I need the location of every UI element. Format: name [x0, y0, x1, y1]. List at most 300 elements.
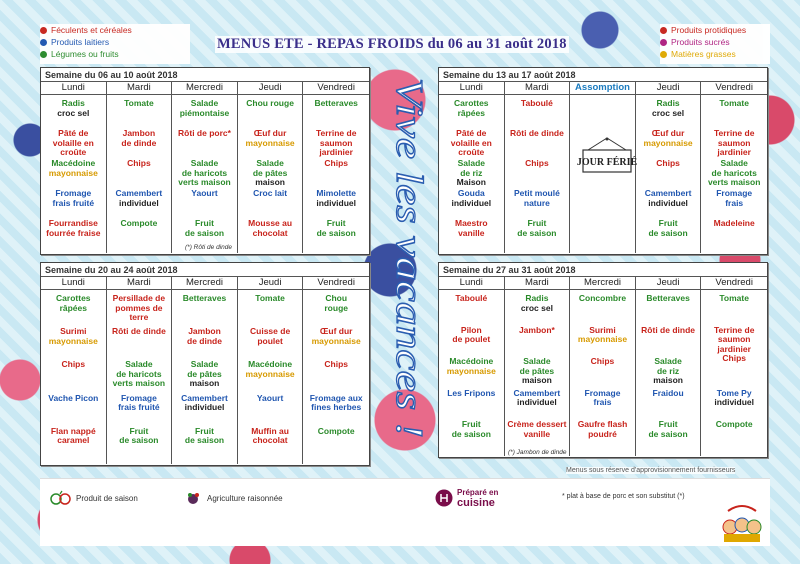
week-title: Semaine du 27 au 31 août 2018 [439, 263, 767, 277]
menu-item [439, 326, 504, 358]
menu-item-line: terre [129, 312, 149, 322]
reserve-note [566, 467, 735, 474]
holiday-text: JOUR FÉRIÉ [576, 157, 638, 168]
menu-item-line: Betteraves [182, 293, 227, 303]
week-block-4 [438, 262, 768, 458]
menu-item-line: Fromage [55, 188, 92, 198]
day-column [303, 95, 369, 253]
menu-item [238, 360, 303, 393]
pork-note [562, 493, 685, 500]
seasonal-label: Produit de saison [76, 493, 138, 503]
menu-item-line: chocolat [252, 435, 288, 446]
day-header: Mardi [505, 277, 571, 289]
menu-item-line: frais fruité [118, 402, 160, 413]
day-header-row [41, 82, 369, 95]
menu-item-line: Fruit [195, 425, 214, 436]
menu-item-line: Yaourt [256, 392, 284, 403]
menu-item-line: Terrine de [713, 324, 755, 335]
menu-item-line: Chou rouge [246, 98, 294, 108]
menu-item-line: Salade [190, 359, 219, 370]
week-block-1 [40, 67, 370, 255]
day-header: Lundi [439, 82, 505, 94]
menu-item-line: de saison [648, 227, 688, 238]
menu-item-line: maison [653, 375, 683, 386]
menu-item [172, 294, 237, 327]
menu-item [238, 129, 303, 159]
menu-grid [439, 290, 767, 456]
menu-item [570, 189, 635, 219]
menu-item [303, 394, 369, 427]
menu-item-line: Radis [61, 98, 85, 108]
day-column [439, 95, 505, 253]
day-header: Jeudi [238, 277, 304, 289]
seasonal-legend [50, 491, 138, 505]
menu-item [505, 159, 570, 189]
day-header: Jeudi [238, 82, 304, 94]
menu-item-line: Chips [324, 158, 348, 168]
legend-dot [660, 39, 667, 46]
day-column [41, 290, 107, 464]
day-column [238, 290, 304, 464]
menu-item-line: mayonnaise [643, 137, 693, 148]
legend-left [40, 24, 190, 64]
menu-item [238, 189, 303, 219]
legend-item [40, 36, 190, 48]
day-header: Mardi [505, 82, 571, 94]
menu-item-line: de saison [119, 435, 159, 446]
menu-item-line: croc sel [520, 302, 553, 313]
menu-item [172, 360, 237, 393]
menu-item [41, 99, 106, 129]
menu-item [439, 159, 504, 189]
menu-item-line: frais [725, 197, 744, 208]
menu-item [303, 189, 369, 219]
menu-item-line: Fruit [461, 419, 481, 430]
menu-item-line: Chips [525, 158, 549, 168]
day-header: Mardi [107, 82, 173, 94]
menu-item-line: Petit moulé [513, 188, 560, 198]
menu-item [172, 427, 237, 460]
pork-note-text: * plat à base de porc et son substitut (*) [562, 493, 685, 500]
menu-item-line: jardinier [717, 147, 751, 157]
day-header-row [439, 277, 767, 290]
menu-item-line: Chips [590, 356, 615, 367]
menu-item [107, 219, 172, 249]
menu-item-line: Vache Picon [48, 392, 99, 403]
menu-item [636, 189, 701, 219]
menu-item-line: Pâté de [58, 128, 89, 138]
menu-item-line: poudré [588, 428, 617, 439]
legend-item [40, 48, 190, 60]
menu-item-line: Fruit [195, 218, 214, 228]
menu-item-line: Madeleine [713, 218, 755, 228]
menu-item-line: de haricots [711, 167, 757, 178]
menu-item-line: Gaufre flash [577, 419, 628, 430]
prepared-icon [435, 489, 453, 507]
menu-item [701, 389, 767, 421]
menu-item-line: Camembert [513, 387, 561, 398]
menu-item-line: Compote [715, 419, 753, 430]
menu-item [238, 99, 303, 129]
menu-item-line: Tomate [719, 293, 749, 303]
menu-item-line: Œuf dur [651, 128, 685, 138]
legend-label: Légumes ou fruits [51, 49, 119, 59]
menu-item [570, 357, 635, 389]
legend-label: Féculents et céréales [51, 25, 132, 35]
menu-item [238, 327, 303, 360]
menu-item [41, 159, 106, 189]
menu-item [172, 159, 237, 189]
menu-item-line: Pilon [460, 324, 482, 335]
menu-item [439, 129, 504, 159]
menu-item [570, 389, 635, 421]
menu-item [636, 357, 701, 389]
menu-item-line: mayonnaise [48, 167, 98, 178]
menu-item-line: Surimi [589, 324, 616, 335]
menu-item [701, 99, 767, 129]
menu-item-line: mayonnaise [311, 335, 361, 346]
menu-item-line: Chips [722, 353, 746, 364]
legend-label: Produits laitiers [51, 37, 110, 47]
day-column [505, 95, 571, 253]
day-column [636, 290, 702, 456]
menu-item-line: fourrée fraise [46, 227, 101, 238]
menu-item-line: pommes de [115, 302, 163, 313]
legend-item [660, 24, 770, 36]
menu-item-line: saumon [717, 334, 751, 345]
legend-dot [40, 27, 47, 34]
page-title: MENUS ETE - REPAS FROIDS du 06 au 31 août 2018 [217, 36, 567, 52]
menu-item-line: de haricots [181, 167, 228, 178]
menu-item-line: volaille en [450, 137, 492, 148]
menu-item-line: individuel [316, 197, 357, 208]
menu-item [570, 326, 635, 358]
menu-item-line: Camembert [181, 392, 228, 403]
menu-item-line: de dinde [187, 335, 222, 346]
menu-item-line: Macédoine [248, 359, 293, 370]
menu-item [505, 129, 570, 159]
menu-grid [41, 95, 369, 253]
day-header: Lundi [41, 277, 107, 289]
menu-item [505, 420, 570, 452]
day-column [636, 95, 702, 253]
menu-item [41, 327, 106, 360]
day-column [172, 290, 238, 464]
menu-item-line: Terrine de [713, 128, 755, 138]
menu-item-line: volaille en [52, 137, 94, 148]
legend-label: Produits sucrés [671, 37, 730, 47]
menu-item [107, 427, 172, 460]
menu-item [172, 394, 237, 427]
menu-item [41, 427, 106, 460]
menu-item-line: Compote [317, 425, 355, 436]
day-header: Mercredi [570, 277, 636, 289]
footer [40, 467, 770, 546]
day-header: Mardi [107, 277, 173, 289]
menu-item-line: croc sel [652, 107, 685, 118]
legend-item [40, 24, 190, 36]
menu-item-line: Concombre [578, 293, 627, 303]
menu-item [701, 159, 767, 189]
menu-item [107, 129, 172, 159]
menu-item [636, 159, 701, 189]
day-column [238, 95, 304, 253]
menu-item-line: Chips [127, 158, 151, 168]
legend-label: Matières grasses [671, 49, 736, 59]
prepared-legend [435, 487, 498, 509]
seasonal-icon [50, 491, 72, 505]
menu-item-line: Fruit [527, 218, 547, 228]
menu-item [701, 294, 767, 326]
legend-dot [40, 51, 47, 58]
menu-item-line: de pâtes [252, 167, 288, 178]
menu-item-line: Cuisse de [250, 326, 291, 337]
menu-item [41, 129, 106, 159]
menu-item [238, 427, 303, 460]
menu-item [238, 394, 303, 427]
vive-text: Vive les vacances ! [388, 78, 430, 366]
menu-item-line: Carottes [56, 293, 91, 303]
menu-item-line: individuel [184, 402, 225, 413]
day-column [303, 290, 369, 464]
menu-item-line: Œuf dur [319, 326, 353, 337]
menu-item [439, 389, 504, 421]
day-column [41, 95, 107, 253]
menu-item-line: croc sel [57, 107, 90, 118]
menu-item-line: vanille [523, 428, 551, 439]
day-header: Lundi [439, 277, 505, 289]
menu-item-line: saumon [717, 137, 751, 148]
menu-item [41, 219, 106, 249]
day-header-row [41, 277, 369, 290]
menu-item-line: Les Fripons [447, 387, 496, 398]
day-header: Vendredi [715, 277, 753, 288]
menu-item-line: Macédoine [51, 158, 96, 168]
menu-item-line: jardinier [717, 343, 751, 354]
menu-item [41, 360, 106, 393]
menu-item [505, 294, 570, 326]
menu-item [636, 389, 701, 421]
menu-item [505, 326, 570, 358]
menu-item [41, 394, 106, 427]
legend-label: Produits protidiques [671, 25, 747, 35]
menu-item-line: Compote [120, 218, 158, 228]
menu-item-line: Chips [324, 359, 348, 370]
menu-item-line: Salade [190, 158, 219, 168]
menu-item [505, 99, 570, 129]
day-column [701, 95, 767, 253]
agri-label: Agriculture raisonnée [207, 493, 283, 503]
day-header: Mercredi [172, 82, 238, 94]
menu-item [701, 129, 767, 159]
menu-item-line: Tomate [124, 98, 154, 108]
menu-item-line: Tomate [719, 98, 749, 108]
menu-item [701, 324, 767, 364]
menu-item-line: Salade [457, 158, 485, 168]
menu-item-line: Surimi [60, 326, 87, 337]
menu-item [303, 327, 369, 360]
menu-item [439, 219, 504, 249]
menu-item-line: de riz [460, 167, 483, 178]
menu-grid [41, 290, 369, 464]
menu-item [238, 159, 303, 189]
menu-item [303, 159, 369, 189]
menu-item-line: de saison [184, 227, 225, 238]
menu-item [107, 360, 172, 393]
menu-item-line: Camembert [644, 188, 692, 198]
menu-item [439, 357, 504, 389]
menu-item-line: Fromage aux [309, 392, 363, 403]
week-title: Semaine du 20 au 24 août 2018 [41, 263, 369, 277]
menu-item [172, 189, 237, 219]
menu-item [505, 189, 570, 219]
day-column [439, 290, 505, 456]
menu-item-line: Fourrandise [48, 218, 98, 228]
menu-item-line: de haricots [116, 368, 162, 379]
menu-item-line: de pâtes [519, 365, 555, 376]
menu-item-line: de dinde [121, 137, 157, 148]
menu-item-line: Terrine de [315, 128, 357, 138]
menu-item-line: individuel [714, 397, 755, 408]
menu-item [570, 420, 635, 452]
legend-dot [40, 39, 47, 46]
week-title: Semaine du 13 au 17 août 2018 [439, 68, 767, 82]
prepared-label-2: cuisine [457, 497, 495, 509]
menu-item-line: Maestro [455, 218, 488, 228]
menu-item [505, 357, 570, 389]
menu-item [701, 189, 767, 219]
menu-item-line: de saison [316, 227, 356, 238]
menu-item [303, 294, 369, 327]
menu-item-line: Rôti de dinde [509, 128, 564, 138]
menu-item-line: Carottes [454, 98, 489, 108]
menu-item-line: mayonnaise [245, 368, 295, 379]
menu-item-line: frais [593, 397, 612, 408]
week1-note: (*) Rôti de dinde [185, 244, 232, 251]
menu-item-line: Rôti de dinde [111, 326, 166, 337]
menu-item-line: individuel [648, 197, 688, 208]
day-header: Vendredi [715, 82, 753, 93]
menu-item-line: Fruit [658, 419, 678, 430]
menu-item-line: poulet [257, 335, 283, 346]
menu-item [439, 294, 504, 326]
menu-item [172, 129, 237, 159]
week-block-3 [40, 262, 370, 466]
menu-item-line: Fruit [129, 425, 149, 436]
menu-item-line: individuel [451, 197, 492, 208]
menu-item [107, 394, 172, 427]
menu-item-line: de saison [517, 227, 557, 238]
day-column [701, 290, 767, 456]
day-header: Vendredi [317, 82, 355, 93]
menu-item-line: chocolat [252, 227, 288, 238]
menu-item [238, 219, 303, 249]
menu-item-line: Yaourt [191, 188, 218, 198]
menu-item [570, 294, 635, 326]
menu-item-line: Salade [720, 158, 748, 168]
menu-item-line: râpées [59, 302, 87, 313]
menu-item-line: Maison [456, 177, 486, 187]
vive-les-vacances-banner [375, 70, 435, 450]
menu-item [172, 327, 237, 360]
menu-item-line: Radis [656, 98, 680, 108]
menu-item [505, 219, 570, 249]
menu-item-line: Jambon* [518, 324, 555, 335]
menu-item-line: de saison [451, 428, 491, 439]
legend-item [660, 48, 770, 60]
menu-item [107, 159, 172, 189]
menu-item [303, 99, 369, 129]
menu-item-line: de riz [656, 365, 680, 376]
reserve-text: Menus sous réserve d'approvisionnement fournisseurs [566, 467, 736, 474]
menu-item-line: Gouda [457, 188, 485, 198]
day-column [570, 290, 636, 456]
agri-legend [185, 491, 283, 505]
menu-item-line: maison [189, 378, 220, 389]
menu-item-line: saumon [319, 137, 353, 148]
menu-item-line: verts maison [178, 177, 231, 187]
menu-item-line: Tome Py [716, 387, 752, 398]
menu-item [439, 99, 504, 129]
menu-item-line: Mousse au [248, 218, 293, 228]
day-column [172, 95, 238, 253]
menu-item [701, 219, 767, 249]
menu-item-line: fines herbes [311, 402, 362, 413]
menu-item-line: croûte [458, 147, 485, 157]
menu-item-line: Salade [256, 158, 284, 168]
menu-item-line: maison [255, 177, 285, 187]
menu-item-line: Taboulé [520, 98, 553, 108]
menu-item [636, 129, 701, 159]
menu-item-line: Fruit [326, 218, 346, 228]
menu-item [701, 357, 767, 389]
day-header-row [439, 82, 767, 95]
menu-item-line: Rôti de dinde [641, 324, 696, 335]
day-header: Lundi [41, 82, 107, 94]
menu-item-line: Pâté de [456, 128, 487, 138]
menu-item [107, 327, 172, 360]
menu-item-line: vanille [458, 227, 485, 238]
menu-item-line: Radis [525, 293, 549, 303]
menu-item-line: mayonnaise [446, 365, 496, 376]
menu-item-line: piémontaise [179, 107, 230, 118]
legend-dot [660, 27, 667, 34]
menu-item-line: verts maison [707, 177, 761, 187]
menu-item-line: Betteraves [314, 98, 358, 108]
menu-item-line: Fraidou [652, 387, 684, 398]
menu-item-line: Mimolette [316, 188, 357, 198]
week4-note: (*) Jambon de dinde [508, 449, 567, 456]
kids-logo [720, 499, 764, 543]
day-header: Vendredi [317, 277, 355, 288]
menu-item-line: Macédoine [449, 356, 494, 367]
menu-item-line: Salade [523, 356, 551, 367]
menu-item-line: Fruit [658, 218, 678, 228]
menu-item-line: Œuf dur [253, 128, 287, 138]
menu-item [303, 219, 369, 249]
menu-item-line: Muffin au [251, 425, 289, 436]
menu-item-line: mayonnaise [577, 334, 628, 345]
menu-item [107, 294, 172, 327]
menu-item-line: Chips [656, 158, 680, 168]
day-header: Jeudi [636, 277, 702, 289]
prepared-label-1: Préparé en [457, 488, 499, 497]
menu-item-line: de pâtes [187, 368, 222, 379]
week-title: Semaine du 06 au 10 août 2018 [41, 68, 369, 82]
menu-item-line: Tomate [255, 293, 285, 303]
menu-item-line: frais fruité [52, 197, 95, 208]
menu-item [238, 294, 303, 327]
